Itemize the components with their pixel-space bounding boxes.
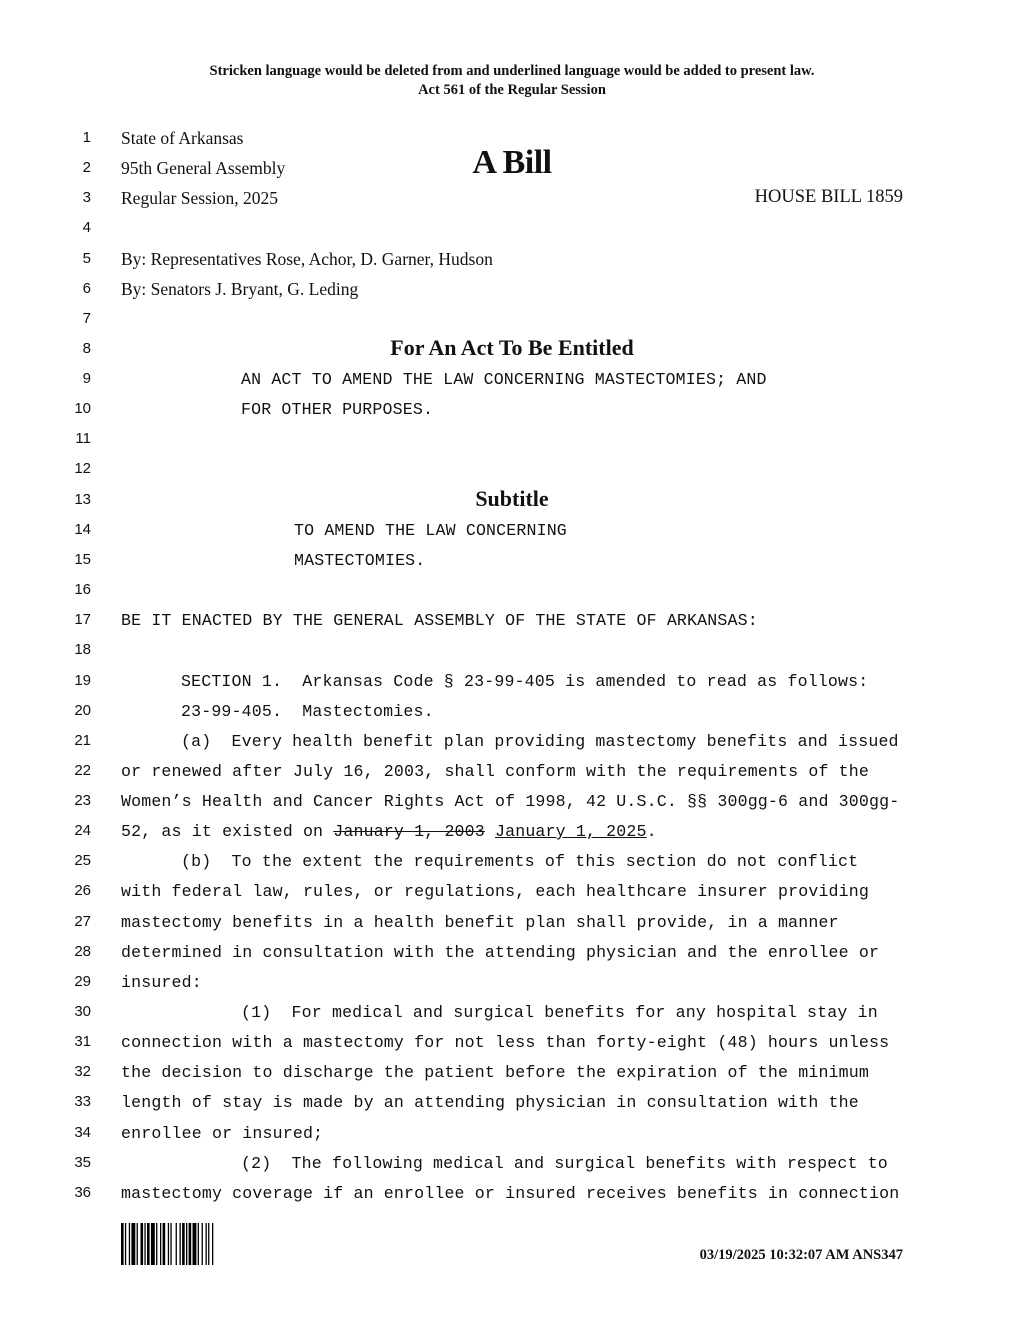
line-number: 6: [82, 280, 91, 297]
notice-text: Stricken language would be deleted from and underlined language would be added to present law.: [209, 63, 815, 79]
body-text: 52, as it existed on: [121, 822, 334, 841]
barcode-bar: [121, 1223, 124, 1265]
barcode-bar: [147, 1223, 150, 1265]
barcode-bar: [125, 1223, 126, 1265]
barcode-bar: [144, 1223, 145, 1265]
line-number: 29: [74, 973, 91, 990]
line-number: 31: [74, 1033, 91, 1050]
line-number: 34: [74, 1124, 91, 1141]
line-number: 36: [74, 1184, 91, 1201]
body-line: or renewed after July 16, 2003, shall conform with the requirements of the: [121, 762, 869, 781]
line-number: 17: [74, 611, 91, 628]
line-number: 8: [82, 340, 91, 357]
body-line: (b) To the extent the requirements of this section do not conflict: [181, 852, 859, 871]
line-number: 25: [74, 852, 91, 869]
barcode-image: [121, 1223, 249, 1265]
body-line: (1) For medical and surgical benefits for any hospital stay in: [241, 1003, 878, 1022]
line-number: 14: [74, 521, 91, 538]
line-number: 32: [74, 1063, 91, 1080]
line-number: 7: [82, 310, 91, 327]
barcode-bar: [137, 1223, 138, 1265]
line-number: 28: [74, 943, 91, 960]
barcode-bar: [189, 1223, 192, 1265]
body-line: Women’s Health and Cancer Rights Act of 1998, 42 U.S.C. §§ 300gg-6 and 300gg-: [121, 792, 900, 811]
barcode-bar: [151, 1223, 155, 1265]
barcode-bar: [170, 1223, 171, 1265]
line-number: 24: [74, 822, 91, 839]
subtitle-line-1: TO AMEND THE LAW CONCERNING: [294, 521, 567, 540]
stricken-text: January 1, 2003: [333, 822, 485, 841]
barcode-bar: [202, 1223, 203, 1265]
line-number: 9: [82, 370, 91, 387]
line-number: 15: [74, 551, 91, 568]
line-number: 26: [74, 882, 91, 899]
barcode-bar: [180, 1223, 181, 1265]
body-line: length of stay is made by an attending physician in consultation with the: [121, 1093, 859, 1112]
entitled-line-1: AN ACT TO AMEND THE LAW CONCERNING MASTECTOMIES; AND: [241, 370, 767, 389]
line-number: 3: [82, 189, 91, 206]
enacting-clause: BE IT ENACTED BY THE GENERAL ASSEMBLY OF THE STATE OF ARKANSAS:: [121, 611, 758, 630]
body-line: mastectomy coverage if an enrollee or insured receives benefits in connection: [121, 1184, 900, 1203]
barcode-bar: [212, 1223, 213, 1265]
barcode-bar: [129, 1223, 130, 1265]
line-number: 27: [74, 913, 91, 930]
body-line: mastectomy benefits in a health benefit plan shall provide, in a manner: [121, 913, 839, 932]
body-line: (2) The following medical and surgical benefits with respect to: [241, 1154, 888, 1173]
body-line: (a) Every health benefit plan providing mastectomy benefits and issued: [181, 732, 899, 751]
line-number: 33: [74, 1093, 91, 1110]
body-text: .: [646, 822, 657, 841]
line-number: 30: [74, 1003, 91, 1020]
state-name: State of Arkansas: [121, 128, 244, 148]
senate-sponsors: By: Senators J. Bryant, G. Leding: [121, 279, 359, 299]
barcode-bar: [208, 1223, 209, 1265]
line-number: 35: [74, 1154, 91, 1171]
line-number: 10: [74, 400, 91, 417]
body-line: enrollee or insured;: [121, 1124, 324, 1143]
line-number: 13: [74, 491, 91, 508]
amendment-notice: [0, 62, 1024, 100]
subtitle-heading: Subtitle: [475, 486, 549, 511]
bill-number: HOUSE BILL 1859: [754, 187, 903, 207]
barcode-bar: [131, 1223, 135, 1265]
line-number: 2: [82, 159, 91, 176]
line-number: 22: [74, 762, 91, 779]
barcode-bar: [206, 1223, 207, 1265]
body-line: determined in consultation with the attending physician and the enrollee or: [121, 943, 880, 962]
line-number: 1: [82, 129, 91, 146]
body-line: with federal law, rules, or regulations, each healthcare insurer providing: [121, 882, 869, 901]
line-number: 4: [82, 219, 91, 236]
added-text: January 1, 2025: [495, 822, 647, 841]
entitled-line-2: FOR OTHER PURPOSES.: [241, 400, 434, 419]
body-line-amended: [121, 822, 657, 841]
barcode-bar: [193, 1223, 197, 1265]
line-number: 20: [74, 702, 91, 719]
line-number: 23: [74, 792, 91, 809]
general-assembly: 95th General Assembly: [121, 158, 286, 178]
barcode-bar: [186, 1223, 187, 1265]
barcode-bar: [176, 1223, 177, 1265]
body-line: connection with a mastectomy for not less than forty-eight (48) hours unless: [121, 1033, 890, 1052]
section-heading: SECTION 1. Arkansas Code § 23-99-405 is amended to read as follows:: [181, 672, 869, 691]
line-number: 11: [75, 430, 91, 447]
barcode-bar: [168, 1223, 169, 1265]
line-number: 5: [82, 250, 91, 267]
code-section-title: 23-99-405. Mastectomies.: [181, 702, 434, 721]
barcode-bar: [163, 1223, 166, 1265]
barcode-bar: [141, 1223, 144, 1265]
subtitle-line-2: MASTECTOMIES.: [294, 551, 426, 570]
document-timestamp: 03/19/2025 10:32:07 AM ANS347: [699, 1247, 903, 1263]
bill-title: A Bill: [472, 144, 552, 181]
act-number: Act 561 of the Regular Session: [418, 82, 606, 98]
line-number: 19: [74, 672, 91, 689]
house-sponsors: By: Representatives Rose, Achor, D. Garner, Hudson: [121, 249, 493, 269]
body-line: insured:: [121, 973, 202, 992]
barcode-bar: [156, 1223, 157, 1265]
body-line: the decision to discharge the patient before the expiration of the minimum: [121, 1063, 869, 1082]
line-number: 21: [74, 732, 91, 749]
barcode-bar: [182, 1223, 185, 1265]
entitled-heading: For An Act To Be Entitled: [390, 335, 634, 360]
barcode-bar: [198, 1223, 199, 1265]
session: Regular Session, 2025: [121, 188, 279, 208]
line-number: 12: [74, 460, 91, 477]
line-number: 16: [74, 581, 91, 598]
line-number: 18: [74, 641, 91, 658]
barcode-bar: [160, 1223, 161, 1265]
